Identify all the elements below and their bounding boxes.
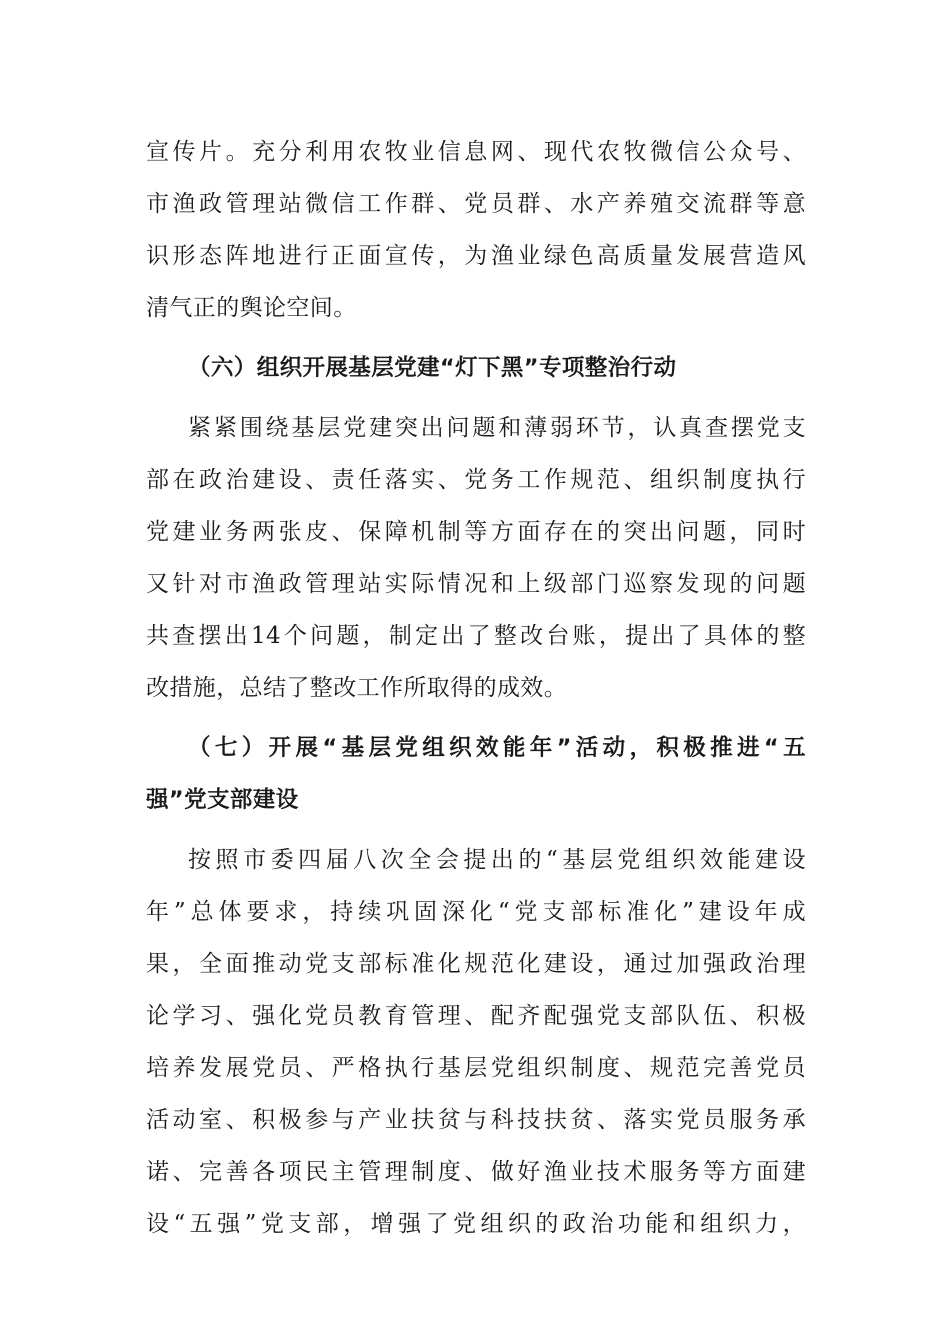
text-line: 宣传片。充分利用农牧业信息网、现代农牧微信公众号、 [146, 139, 806, 165]
section-heading-6 [146, 342, 806, 394]
text-line: 按照市委四届八次全会提出的“基层党组织效能建设 [188, 847, 806, 873]
paragraph-publicity [146, 126, 806, 334]
paragraph-rectification [146, 402, 806, 714]
text-line: 市渔政管理站微信工作群、党员群、水产养殖交流群等意 [146, 191, 806, 217]
text-line: 改措施，总结了整改工作所取得的成效。 [146, 675, 568, 701]
heading-line: （七）开展“基层党组织效能年”活动，积极推进“五 [188, 735, 806, 761]
text-line: 培养发展党员、严格执行基层党组织制度、规范完善党员 [146, 1055, 806, 1081]
text-line: 清气正的舆论空间。 [146, 295, 357, 321]
text-line: 论学习、强化党员教育管理、配齐配强党支部队伍、积极 [146, 1003, 806, 1029]
text-line: 设“五强”党支部，增强了党组织的政治功能和组织力， [146, 1211, 806, 1237]
paragraph-party-building [146, 834, 806, 1250]
text-line: 识形态阵地进行正面宣传，为渔业绿色高质量发展营造风 [146, 243, 806, 269]
text-line: 党建业务两张皮、保障机制等方面存在的突出问题，同时 [146, 519, 806, 545]
text-line: 又针对市渔政管理站实际情况和上级部门巡察发现的问题 [146, 571, 806, 597]
section-heading-7 [146, 722, 806, 826]
document-body [146, 126, 806, 1250]
heading-line: （六）组织开展基层党建“灯下黑”专项整治行动 [188, 355, 677, 381]
text-line: 部在政治建设、责任落实、党务工作规范、组织制度执行 [146, 467, 806, 493]
text-line: 活动室、积极参与产业扶贫与科技扶贫、落实党员服务承 [146, 1107, 806, 1133]
text-line: 诺、完善各项民主管理制度、做好渔业技术服务等方面建 [146, 1159, 806, 1185]
text-line: 果，全面推动党支部标准化规范化建设，通过加强政治理 [146, 951, 806, 977]
heading-line: 强”党支部建设 [146, 787, 299, 813]
text-line: 年”总体要求，持续巩固深化“党支部标准化”建设年成 [146, 899, 806, 925]
text-line: 共查摆出14个问题，制定出了整改台账，提出了具体的整 [146, 623, 806, 649]
text-line: 紧紧围绕基层党建突出问题和薄弱环节，认真查摆党支 [188, 415, 806, 441]
